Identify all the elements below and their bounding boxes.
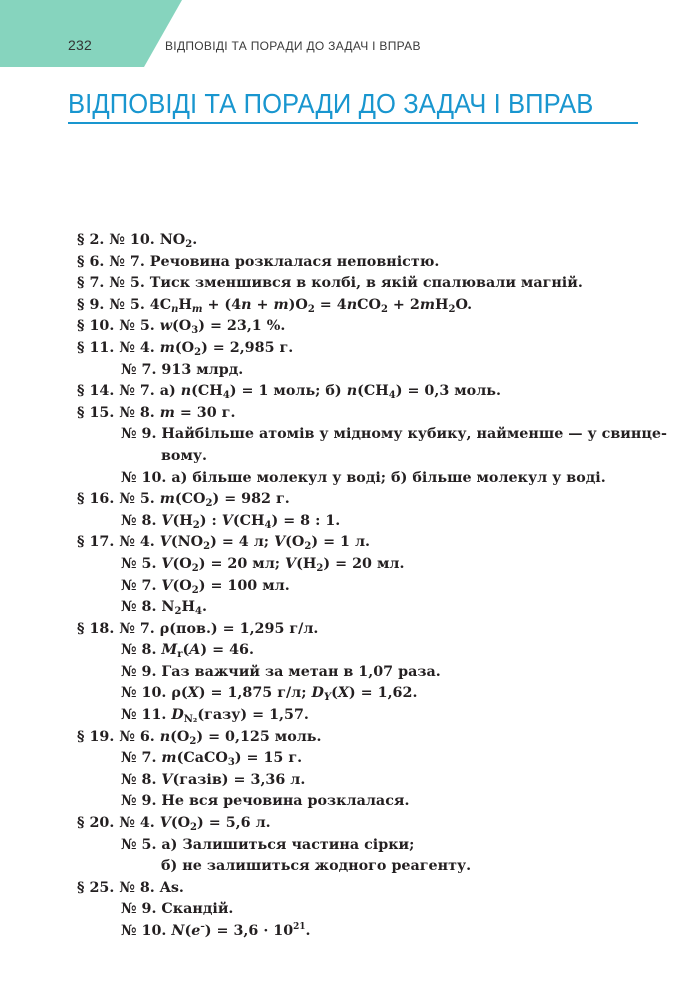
- answer-line: [77, 640, 677, 662]
- answer-text: (O: [170, 728, 190, 745]
- task-number: № 4.: [119, 815, 160, 832]
- task-number: № 7.: [119, 620, 160, 637]
- task-number: № 8.: [121, 599, 162, 616]
- answer-text: ) = 23,1 %.: [198, 318, 286, 335]
- subscript: 4: [222, 390, 230, 402]
- answer-text: As.: [159, 879, 184, 896]
- task-number: № 8.: [121, 771, 162, 788]
- subscript: 2: [203, 541, 211, 553]
- answer-text: (H: [296, 555, 317, 572]
- subscript: r: [177, 649, 183, 661]
- answer-text: + (4: [202, 296, 242, 313]
- header-band: [0, 0, 182, 67]
- answer-line: [77, 791, 677, 813]
- subscript: 2: [304, 541, 312, 553]
- answer-line: [77, 360, 677, 382]
- subscript: 2: [448, 303, 456, 315]
- task-number: № 7.: [121, 361, 162, 378]
- answer-text: ) = 46.: [200, 642, 254, 659]
- answer-text: ) = 982 г.: [212, 491, 290, 508]
- answer-line: [77, 683, 677, 705]
- variable: V: [221, 512, 233, 529]
- section-number: § 20.: [77, 815, 120, 832]
- answer-line: [77, 230, 677, 252]
- answer-line: [77, 662, 677, 684]
- variable: D: [171, 707, 184, 724]
- answer-text: Газ важчий за метан в 1,07 раза.: [161, 663, 441, 680]
- task-number: № 7.: [121, 750, 162, 767]
- answer-text: = 30 г.: [174, 404, 236, 421]
- subscript: 2: [190, 822, 198, 834]
- variable: V: [161, 512, 173, 529]
- answer-line: [77, 532, 677, 554]
- answer-continuation: вому.: [161, 447, 208, 464]
- section-number: § 2.: [77, 232, 110, 248]
- task-number: № 7.: [119, 383, 160, 400]
- answer-text: N: [161, 599, 175, 616]
- section-number: § 15.: [77, 404, 120, 421]
- task-number: № 10.: [121, 469, 172, 486]
- answer-text: (: [184, 923, 192, 939]
- answer-line: [77, 705, 677, 727]
- task-number: № 10.: [121, 685, 172, 702]
- answer-line: [77, 878, 677, 900]
- answer-line: [77, 576, 677, 598]
- task-number: № 11.: [121, 707, 172, 724]
- answer-line: [77, 252, 677, 274]
- running-head: ВІДПОВІДІ ТА ПОРАДИ ДО ЗАДАЧ І ВПРАВ: [165, 39, 421, 53]
- section-number: § 7.: [77, 275, 110, 292]
- task-number: № 5.: [109, 275, 150, 292]
- variable: V: [159, 534, 171, 551]
- variable: n: [346, 296, 358, 313]
- answer-line: [77, 554, 677, 576]
- answer-line: [77, 316, 677, 338]
- variable: V: [161, 771, 173, 788]
- subscript: m: [191, 303, 203, 315]
- answer-line: [77, 295, 677, 317]
- task-number: № 8.: [121, 512, 162, 529]
- variable: V: [161, 555, 173, 572]
- variable: V: [285, 555, 297, 572]
- answer-text: (CH: [191, 383, 223, 400]
- answer-text: (: [331, 685, 338, 702]
- variable: X: [337, 685, 349, 702]
- subscript: 2: [185, 239, 193, 250]
- answer-text: ) = 1,62.: [348, 685, 418, 702]
- answer-text: (CaCO: [176, 750, 228, 767]
- section-number: § 6.: [77, 253, 110, 270]
- variable: V: [274, 534, 286, 551]
- answer-line: [77, 597, 677, 619]
- task-number: № 9.: [121, 901, 162, 918]
- answer-line: [77, 468, 677, 490]
- variable: m: [161, 750, 177, 767]
- answer-text: (газів) = 3,36 л.: [172, 771, 306, 788]
- answer-line: [77, 748, 677, 770]
- answer-text: ) = 8 : 1.: [271, 512, 341, 529]
- task-number: № 10.: [109, 232, 160, 248]
- answer-line: [77, 770, 677, 792]
- answer-line: [77, 511, 677, 533]
- task-number: № 9.: [121, 793, 162, 810]
- variable: N: [171, 923, 185, 939]
- answer-text: + 2: [387, 296, 420, 313]
- section-number: § 9.: [77, 296, 110, 313]
- answer-line: [77, 813, 677, 835]
- subscript: 3: [227, 757, 235, 769]
- answer-line: [77, 273, 677, 295]
- answer-line: [77, 835, 677, 857]
- task-number: № 5.: [119, 318, 160, 335]
- answer-text: ) = 1,875 г/л;: [198, 685, 312, 702]
- page-title: ВІДПОВІДІ ТА ПОРАДИ ДО ЗАДАЧ І ВПРАВ: [68, 88, 594, 119]
- answer-text: 913 млрд.: [161, 361, 244, 378]
- task-number: № 9.: [121, 663, 162, 680]
- subscript: n: [171, 303, 179, 315]
- variable: V: [159, 815, 171, 832]
- answer-text: (O: [170, 815, 191, 832]
- subscript: 2: [194, 346, 202, 358]
- superscript: 21: [293, 922, 306, 932]
- variable: n: [180, 383, 192, 400]
- answer-text: (CO: [174, 491, 206, 508]
- variable: n: [346, 383, 358, 400]
- variable: M: [161, 642, 178, 659]
- answer-text: .: [305, 923, 311, 939]
- answer-text: = 4: [314, 296, 347, 313]
- answer-text: ) = 2,985 г.: [201, 339, 294, 356]
- answer-text: .: [192, 232, 198, 248]
- answer-line: [77, 619, 677, 641]
- answer-line: [77, 338, 677, 360]
- answer-text: 4C: [149, 296, 172, 313]
- answer-text: Найбільше атомів у мідному кубику, найменше — у свинце-: [161, 426, 667, 443]
- answer-text: ) = 20 мл;: [198, 555, 286, 572]
- variable: D: [311, 685, 324, 702]
- subscript: 2: [174, 606, 182, 618]
- answer-line: [77, 381, 677, 403]
- answer-line: [77, 899, 677, 921]
- subscript: 2: [307, 303, 315, 315]
- subscript: 2: [316, 562, 324, 574]
- answer-text: Скандій.: [161, 901, 234, 918]
- section-number: § 19.: [77, 728, 120, 745]
- answer-text: .: [201, 599, 207, 616]
- variable: m: [273, 296, 289, 313]
- answer-text: H: [178, 296, 192, 313]
- answer-text: (CH: [232, 512, 265, 529]
- variable: n: [159, 728, 171, 745]
- answer-text: (O: [172, 555, 192, 572]
- answer-text: Не вся речовина розклалася.: [161, 793, 410, 810]
- variable: V: [161, 577, 173, 594]
- answer-text: ) = 3,6 · 10: [204, 923, 294, 939]
- answer-text: (O: [172, 318, 192, 335]
- subscript: 4: [194, 606, 202, 618]
- answer-text: (O: [174, 339, 195, 356]
- subscript: N₂: [183, 714, 198, 726]
- subscript: 4: [264, 519, 272, 531]
- task-number: № 8.: [121, 642, 162, 659]
- subscript: 4: [388, 390, 396, 402]
- answer-text: ) = 100 мл.: [198, 577, 290, 594]
- answer-text: (газу) = 1,57.: [197, 707, 309, 724]
- task-number: № 6.: [119, 728, 160, 745]
- task-number: № 5.: [121, 836, 162, 853]
- answer-text: ) = 0,125 моль.: [196, 728, 322, 745]
- answer-text: ) = 20 мл.: [323, 555, 405, 572]
- answer-line: [77, 727, 677, 749]
- answer-text: ρ(: [171, 685, 188, 702]
- answer-text: (H: [172, 512, 193, 529]
- answer-text: ρ(пов.) = 1,295 г/л.: [159, 620, 319, 637]
- answer-text: ) = 1 л.: [311, 534, 371, 551]
- answer-text: CO: [357, 296, 381, 313]
- answer-text: ) = 15 г.: [234, 750, 303, 767]
- task-number: № 5.: [121, 555, 162, 572]
- section-number: § 17.: [77, 534, 120, 551]
- subscript: 2: [380, 303, 388, 315]
- subscript: 2: [189, 735, 197, 747]
- answer-text: ) = 5,6 л.: [197, 815, 271, 832]
- variable: m: [159, 491, 175, 508]
- answer-text: O.: [455, 296, 473, 313]
- answer-continuation: б) не залишиться жодного реагенту.: [161, 858, 472, 875]
- task-number: № 8.: [119, 404, 160, 421]
- answer-line: [77, 921, 677, 943]
- answer-text: ) = 0,3 моль.: [395, 383, 501, 400]
- answer-text: H: [181, 599, 195, 616]
- answer-text: Речовина розклалася неповністю.: [149, 253, 440, 270]
- task-number: № 4.: [119, 339, 160, 356]
- task-number: № 4.: [119, 534, 160, 551]
- variable: A: [189, 642, 201, 659]
- task-number: № 8.: [119, 879, 160, 896]
- answer-line: [77, 403, 677, 425]
- answer-text: (NO: [170, 534, 204, 551]
- section-number: § 14.: [77, 383, 120, 400]
- variable: w: [159, 318, 173, 335]
- subscript: 2: [205, 498, 213, 510]
- variable: X: [187, 685, 199, 702]
- answer-text: а) Залишиться частина сірки;: [161, 836, 415, 853]
- task-number: № 5.: [109, 296, 150, 313]
- answer-line: [77, 489, 677, 511]
- variable: m: [159, 339, 175, 356]
- section-number: § 16.: [77, 491, 120, 508]
- title-underline: [68, 122, 638, 124]
- answer-text: (: [182, 642, 190, 659]
- answer-text: H: [434, 296, 449, 313]
- answer-text: (O: [172, 577, 192, 594]
- subscript: 3: [191, 325, 199, 337]
- answer-line: [77, 424, 677, 446]
- header-band-shape: [0, 0, 182, 67]
- section-number: § 25.: [77, 879, 120, 896]
- answer-text: )O: [288, 296, 308, 313]
- answers-list: [77, 230, 677, 943]
- answer-text: ) :: [199, 512, 222, 529]
- page-number: 232: [68, 37, 92, 53]
- task-number: № 7.: [121, 577, 162, 594]
- answer-text: а): [159, 383, 181, 400]
- task-number: № 10.: [121, 923, 172, 939]
- subscript: Y: [323, 692, 332, 704]
- task-number: № 5.: [119, 491, 160, 508]
- subscript: 2: [191, 562, 199, 574]
- variable: m: [419, 296, 435, 313]
- section-number: § 11.: [77, 339, 120, 356]
- answer-text: NO: [159, 232, 186, 248]
- superscript: –: [200, 922, 205, 932]
- answer-text: а) більше молекул у воді; б) більше молекул у воді.: [171, 469, 606, 486]
- variable: n: [241, 296, 252, 313]
- subscript: 2: [191, 584, 199, 596]
- answer-text: +: [251, 296, 274, 313]
- section-number: § 10.: [77, 318, 120, 335]
- task-number: № 9.: [121, 426, 162, 443]
- answer-text: ) = 4 л;: [210, 534, 275, 551]
- section-number: § 18.: [77, 620, 120, 637]
- answer-text: (CH: [357, 383, 389, 400]
- answer-text: (O: [285, 534, 305, 551]
- subscript: 2: [192, 519, 200, 531]
- answer-text: ) = 1 моль; б): [229, 383, 347, 400]
- answer-text: Тиск зменшився в колбі, в якій спалювали магній.: [149, 275, 583, 292]
- task-number: № 7.: [109, 253, 150, 270]
- variable: e: [191, 923, 201, 939]
- variable: m: [159, 404, 175, 421]
